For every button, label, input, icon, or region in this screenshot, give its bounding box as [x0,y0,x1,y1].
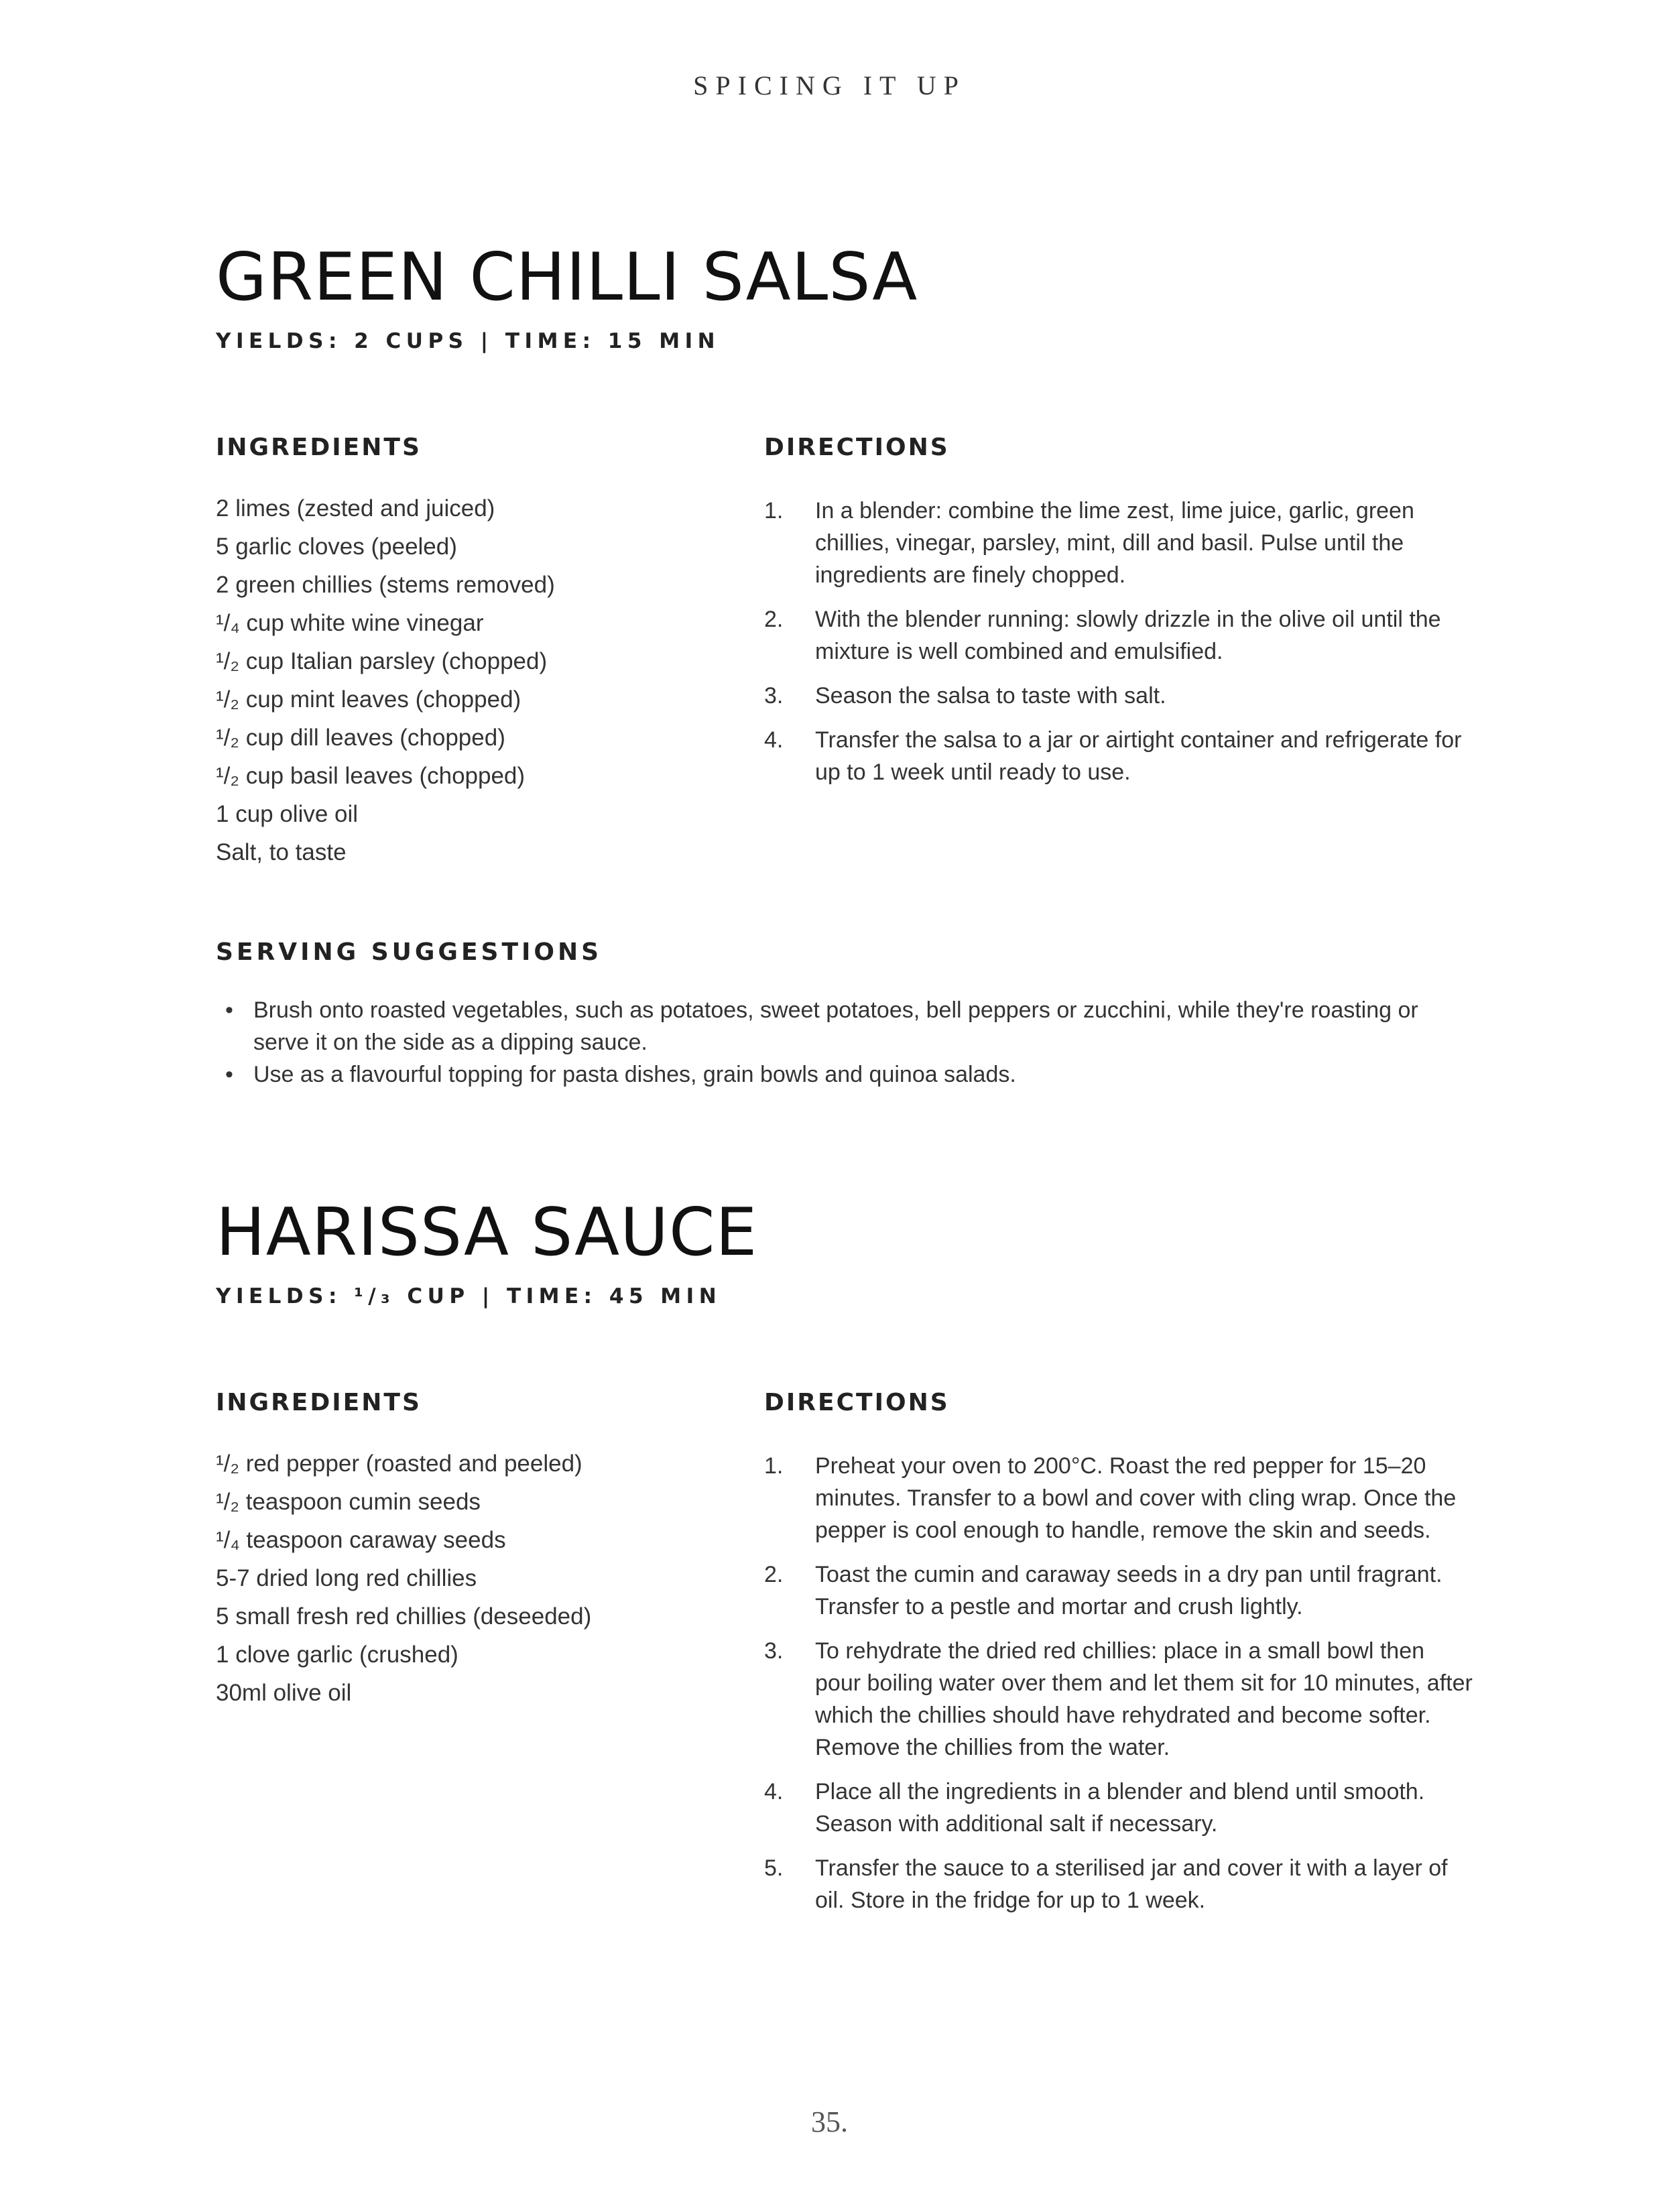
recipe-title: HARISSA SAUCE [216,1194,758,1271]
direction-step [764,1635,1476,1764]
ingredient-item: 2 green chillies (stems removed) [216,572,555,598]
ingredient-item: ¹/₂ red pepper (roasted and peeled) [216,1451,582,1477]
ingredients-list [216,1445,739,1712]
directions-column [764,1389,1476,1928]
directions-column [764,434,1476,800]
step-text: Place all the ingredients in a blender and blend until smooth. Season with additional salt if necessary. [815,1779,1425,1837]
step-number: 1. [764,498,784,524]
ingredients-heading: INGREDIENTS [216,1389,422,1416]
step-number: 3. [764,1638,784,1664]
serving-heading: SERVING SUGGESTIONS [216,938,603,966]
ingredient-item: 30ml olive oil [216,1680,352,1706]
step-text: Season the salsa to taste with salt. [815,683,1166,709]
ingredient-item: ¹/₂ teaspoon cumin seeds [216,1489,481,1515]
serving-item [216,994,1476,1058]
ingredient-item: 2 limes (zested and juiced) [216,495,495,521]
ingredient-item: ¹/₂ cup dill leaves (chopped) [216,725,505,751]
step-number: 2. [764,607,784,632]
direction-step [764,1450,1476,1546]
ingredients-column [216,1389,739,1712]
bullet-icon: • [225,997,233,1023]
directions-list [764,495,1476,788]
step-number: 4. [764,727,784,753]
ingredient-item: 5 small fresh red chillies (deseeded) [216,1603,592,1630]
ingredients-column [216,434,739,871]
serving-text: Use as a flavourful topping for pasta dishes, grain bowls and quinoa salads. [253,1062,1016,1087]
serving-text: Brush onto roasted vegetables, such as potatoes, sweet potatoes, bell peppers or zucchini, while they're roasting or serve it on the side as a dipping sauce. [253,997,1418,1055]
ingredients-heading: INGREDIENTS [216,434,422,461]
direction-step [764,724,1476,788]
recipe-meta: YIELDS: ¹/₃ CUP | TIME: 45 MIN [216,1284,722,1308]
direction-step [764,1558,1476,1623]
ingredient-item: 1 clove garlic (crushed) [216,1642,458,1668]
directions-heading: DIRECTIONS [764,434,950,461]
page-number: 35. [811,2105,848,2138]
ingredient-item: ¹/₂ cup basil leaves (chopped) [216,763,526,789]
step-text: With the blender running: slowly drizzle in the olive oil until the mixture is well combined and emulsified. [815,607,1441,664]
serving-item [216,1058,1476,1091]
ingredient-item: Salt, to taste [216,839,347,865]
serving-suggestions [216,938,1476,1091]
step-number: 3. [764,683,784,709]
step-text: Transfer the sauce to a sterilised jar and cover it with a layer of oil. Store in the fridge for up to 1 week. [815,1855,1448,1913]
step-number: 1. [764,1453,784,1479]
direction-step [764,1852,1476,1916]
recipe-green-chilli-salsa [216,239,1476,865]
directions-list [764,1450,1476,1916]
ingredient-item: 5-7 dried long red chillies [216,1565,477,1591]
direction-step [764,603,1476,668]
ingredients-list [216,489,739,871]
ingredient-item: ¹/₄ teaspoon caraway seeds [216,1527,506,1553]
step-text: Preheat your oven to 200°C. Roast the red pepper for 15–20 minutes. Transfer to a bowl and cover with cling wrap. Once the pepper is cool enough to handle, remove the skin and seeds. [815,1453,1457,1543]
ingredient-item: ¹/₄ cup white wine vinegar [216,610,484,636]
ingredient-item: 1 cup olive oil [216,801,359,827]
step-number: 2. [764,1562,784,1587]
step-number: 4. [764,1779,784,1804]
direction-step [764,1776,1476,1840]
bullet-icon: • [225,1062,233,1087]
step-text: To rehydrate the dried red chillies: place in a small bowl then pour boiling water over them and let them sit for 10 minutes, after which the chillies should have rehydrated and become softer. Remove the chillies from the water. [815,1638,1473,1760]
step-text: In a blender: combine the lime zest, lime juice, garlic, green chillies, vinegar, parsley, mint, dill and basil. Pulse until the ingredients are finely chopped. [815,498,1414,588]
direction-step [764,680,1476,712]
recipe-title: GREEN CHILLI SALSA [216,239,918,316]
recipe-meta: YIELDS: 2 CUPS | TIME: 15 MIN [216,329,721,353]
step-text: Transfer the salsa to a jar or airtight container and refrigerate for up to 1 week until ready to use. [815,727,1462,785]
step-text: Toast the cumin and caraway seeds in a dry pan until fragrant. Transfer to a pestle and mortar and crush lightly. [815,1562,1442,1619]
recipe-harissa-sauce [216,1194,1476,1913]
serving-list [216,994,1476,1091]
direction-step [764,495,1476,591]
directions-heading: DIRECTIONS [764,1389,950,1416]
step-number: 5. [764,1855,784,1881]
ingredient-item: ¹/₂ cup mint leaves (chopped) [216,686,521,713]
ingredient-item: 5 garlic cloves (peeled) [216,534,457,560]
ingredient-item: ¹/₂ cup Italian parsley (chopped) [216,648,548,674]
running-head: SPICING IT UP [693,70,966,101]
